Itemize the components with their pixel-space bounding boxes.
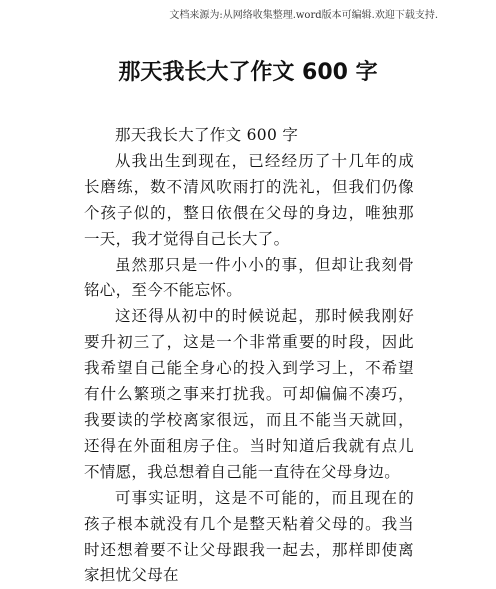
paragraph: 这还得从初中的时候说起，那时候我刚好要升初三了，这是一个非常重要的时段，因此我希望自己能全身心的投入到学习上，不希望有什么繁琐之事来打扰我。可却偏偏不凑巧，我要读的学校离家很远，而且不能当天就回，还得在外面租房子住。当时知道后我就有点儿不情愿，我总想着自己能一直待在父母身边。 <box>84 307 414 481</box>
paragraph-subtitle: 那天我长大了作文 600 字 <box>115 126 299 144</box>
document-title: 那天我长大了作文 600 字 <box>118 60 378 85</box>
source-note: 文档来源为:从网络收集整理.word版本可编辑.欢迎下载支持. <box>169 10 438 21</box>
paragraph: 可事实证明，这是不可能的，而且现在的孩子根本就没有几个是整天粘着父母的。我当时还想着要不让父母跟我一起去，那样即使离家担忧父母在 <box>84 488 414 585</box>
paragraph: 从我出生到现在，已经经历了十几年的成长磨练，数不清风吹雨打的洗礼，但我们仍像个孩子似的，整日依偎在父母的身边，唯独那一天，我才觉得自己长大了。 <box>84 151 414 248</box>
paragraph: 虽然那只是一件小小的事，但却让我刻骨铭心，至今不能忘怀。 <box>84 255 414 300</box>
document-body <box>84 123 414 589</box>
